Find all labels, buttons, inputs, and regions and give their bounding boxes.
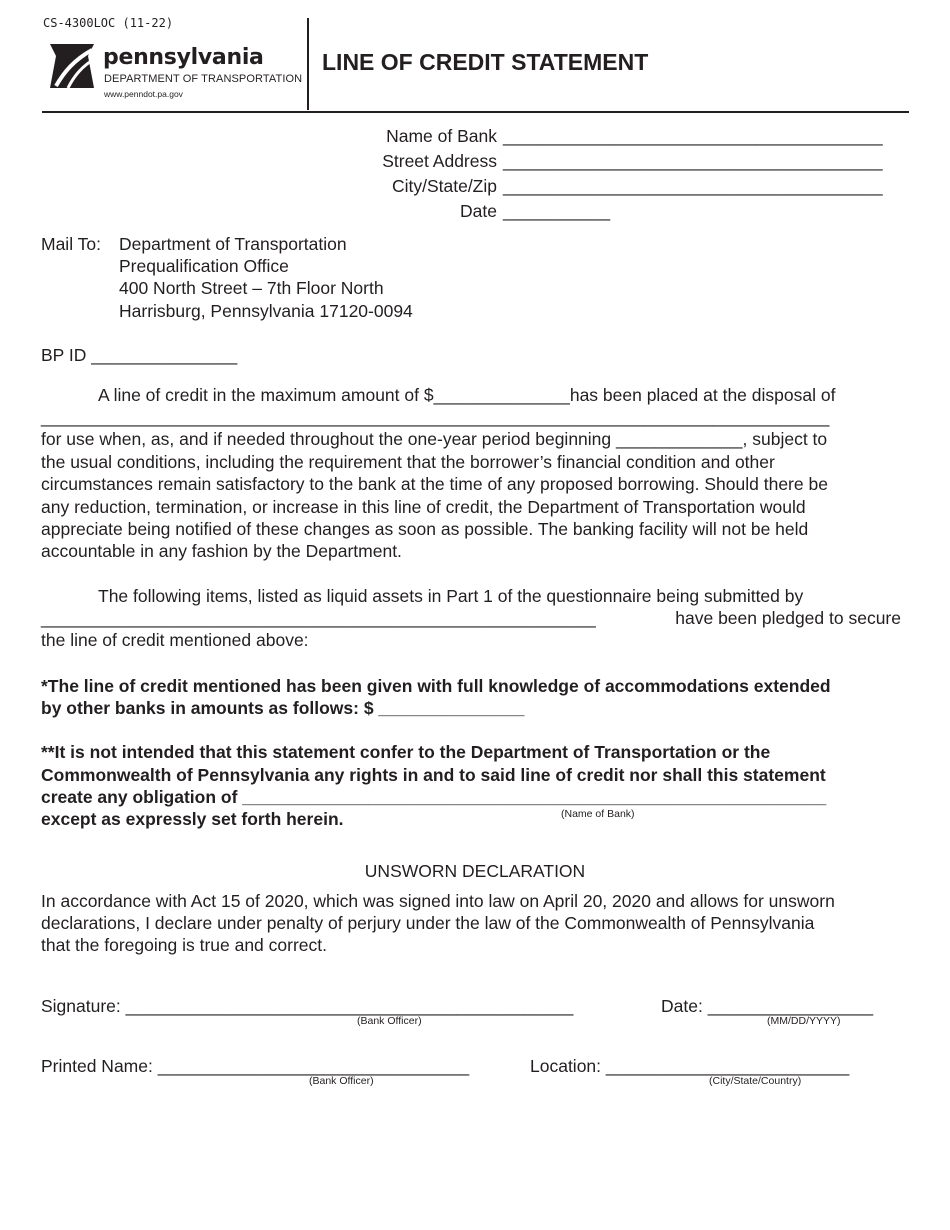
logo-department: DEPARTMENT OF TRANSPORTATION — [104, 73, 303, 85]
paragraph-line: the usual conditions, including the requirement that the borrower’s financial condition and other — [41, 452, 775, 472]
declaration-line: that the foregoing is true and correct. — [41, 935, 327, 955]
signature-field[interactable]: Signature: ______________________________________________ — [41, 996, 574, 1016]
city-state-zip-field[interactable]: _______________________________________ — [503, 176, 883, 196]
submitter-name-field[interactable]: _________________________________________________________ — [41, 608, 596, 628]
date-caption: (MM/DD/YYYY) — [767, 1015, 841, 1027]
keystone-logo-icon — [44, 42, 100, 90]
mail-to-line: 400 North Street – 7th Floor North — [119, 278, 384, 298]
paragraph-line: appreciate being notified of these changes as soon as possible. The banking facility will not be held — [41, 519, 809, 539]
bold-statement-line: *The line of credit mentioned has been given with full knowledge of accommodations extended — [41, 676, 831, 696]
signature-date-field[interactable]: Date: _________________ — [661, 996, 874, 1016]
declaration-line: In accordance with Act 15 of 2020, which was signed into law on April 20, 2020 and allows for unsworn — [41, 891, 835, 911]
date-label: Date — [460, 201, 497, 221]
header-divider — [307, 18, 309, 110]
paragraph-line: A line of credit in the maximum amount of $______________has been placed at the disposal of — [98, 385, 836, 405]
location-caption: (City/State/Country) — [709, 1075, 802, 1087]
header-rule — [42, 111, 909, 113]
declaration-heading: UNSWORN DECLARATION — [364, 861, 586, 881]
paragraph-line: any reduction, termination, or increase in this line of credit, the Department of Transportation would — [41, 497, 806, 517]
other-banks-amount-field[interactable]: by other banks in amounts as follows: $ _______________ — [41, 698, 525, 718]
paragraph-line: The following items, listed as liquid assets in Part 1 of the questionnaire being submitted by — [98, 586, 804, 606]
paragraph-line: accountable in any fashion by the Department. — [41, 541, 402, 561]
borrower-name-field[interactable]: _________________________________________________________________________________ — [41, 407, 830, 427]
declaration-line: declarations, I declare under penalty of perjury under the law of the Commonwealth of Pennsylvania — [41, 913, 815, 933]
mail-to-line: Department of Transportation — [119, 234, 347, 254]
bp-id-field[interactable]: BP ID _______________ — [41, 345, 238, 365]
date-field[interactable]: ___________ — [503, 201, 611, 221]
logo-url: www.penndot.pa.gov — [104, 89, 183, 99]
location-field[interactable]: Location: _________________________ — [530, 1056, 850, 1076]
name-of-bank-field[interactable]: _______________________________________ — [503, 126, 883, 146]
street-address-field[interactable]: _______________________________________ — [503, 151, 883, 171]
bold-statement-line: **It is not intended that this statement confer to the Department of Transportation or the — [41, 742, 771, 762]
city-state-zip-label: City/State/Zip — [391, 176, 497, 196]
paragraph-line: circumstances remain satisfactory to the bank at the time of any proposed borrowing. Should there be — [41, 474, 828, 494]
paragraph-line: the line of credit mentioned above: — [41, 630, 309, 650]
bold-statement-line: except as expressly set forth herein. — [41, 809, 344, 829]
name-of-bank-caption: (Name of Bank) — [561, 808, 635, 820]
mail-to-line: Prequalification Office — [119, 256, 289, 276]
page-title: LINE OF CREDIT STATEMENT — [322, 49, 649, 75]
bold-statement-line: Commonwealth of Pennsylvania any rights in and to said line of credit nor shall this statement — [41, 765, 826, 785]
paragraph-line: have been pledged to secure — [675, 608, 901, 628]
mail-to-label: Mail To: — [41, 234, 101, 254]
name-of-bank-label: Name of Bank — [386, 126, 497, 146]
paragraph-line: for use when, as, and if needed throughout the one-year period beginning _____________, subject to — [41, 429, 828, 449]
printed-name-caption: (Bank Officer) — [309, 1075, 374, 1087]
logo-wordmark: pennsylvania — [103, 45, 264, 70]
street-address-label: Street Address — [382, 151, 497, 171]
signature-caption: (Bank Officer) — [357, 1015, 422, 1027]
mail-to-line: Harrisburg, Pennsylvania 17120-0094 — [119, 301, 413, 321]
form-code: CS-4300LOC (11-22) — [43, 16, 174, 30]
printed-name-field[interactable]: Printed Name: ________________________________ — [41, 1056, 470, 1076]
obligation-bank-name-field[interactable]: create any obligation of ____________________________________________________________ — [41, 787, 827, 807]
